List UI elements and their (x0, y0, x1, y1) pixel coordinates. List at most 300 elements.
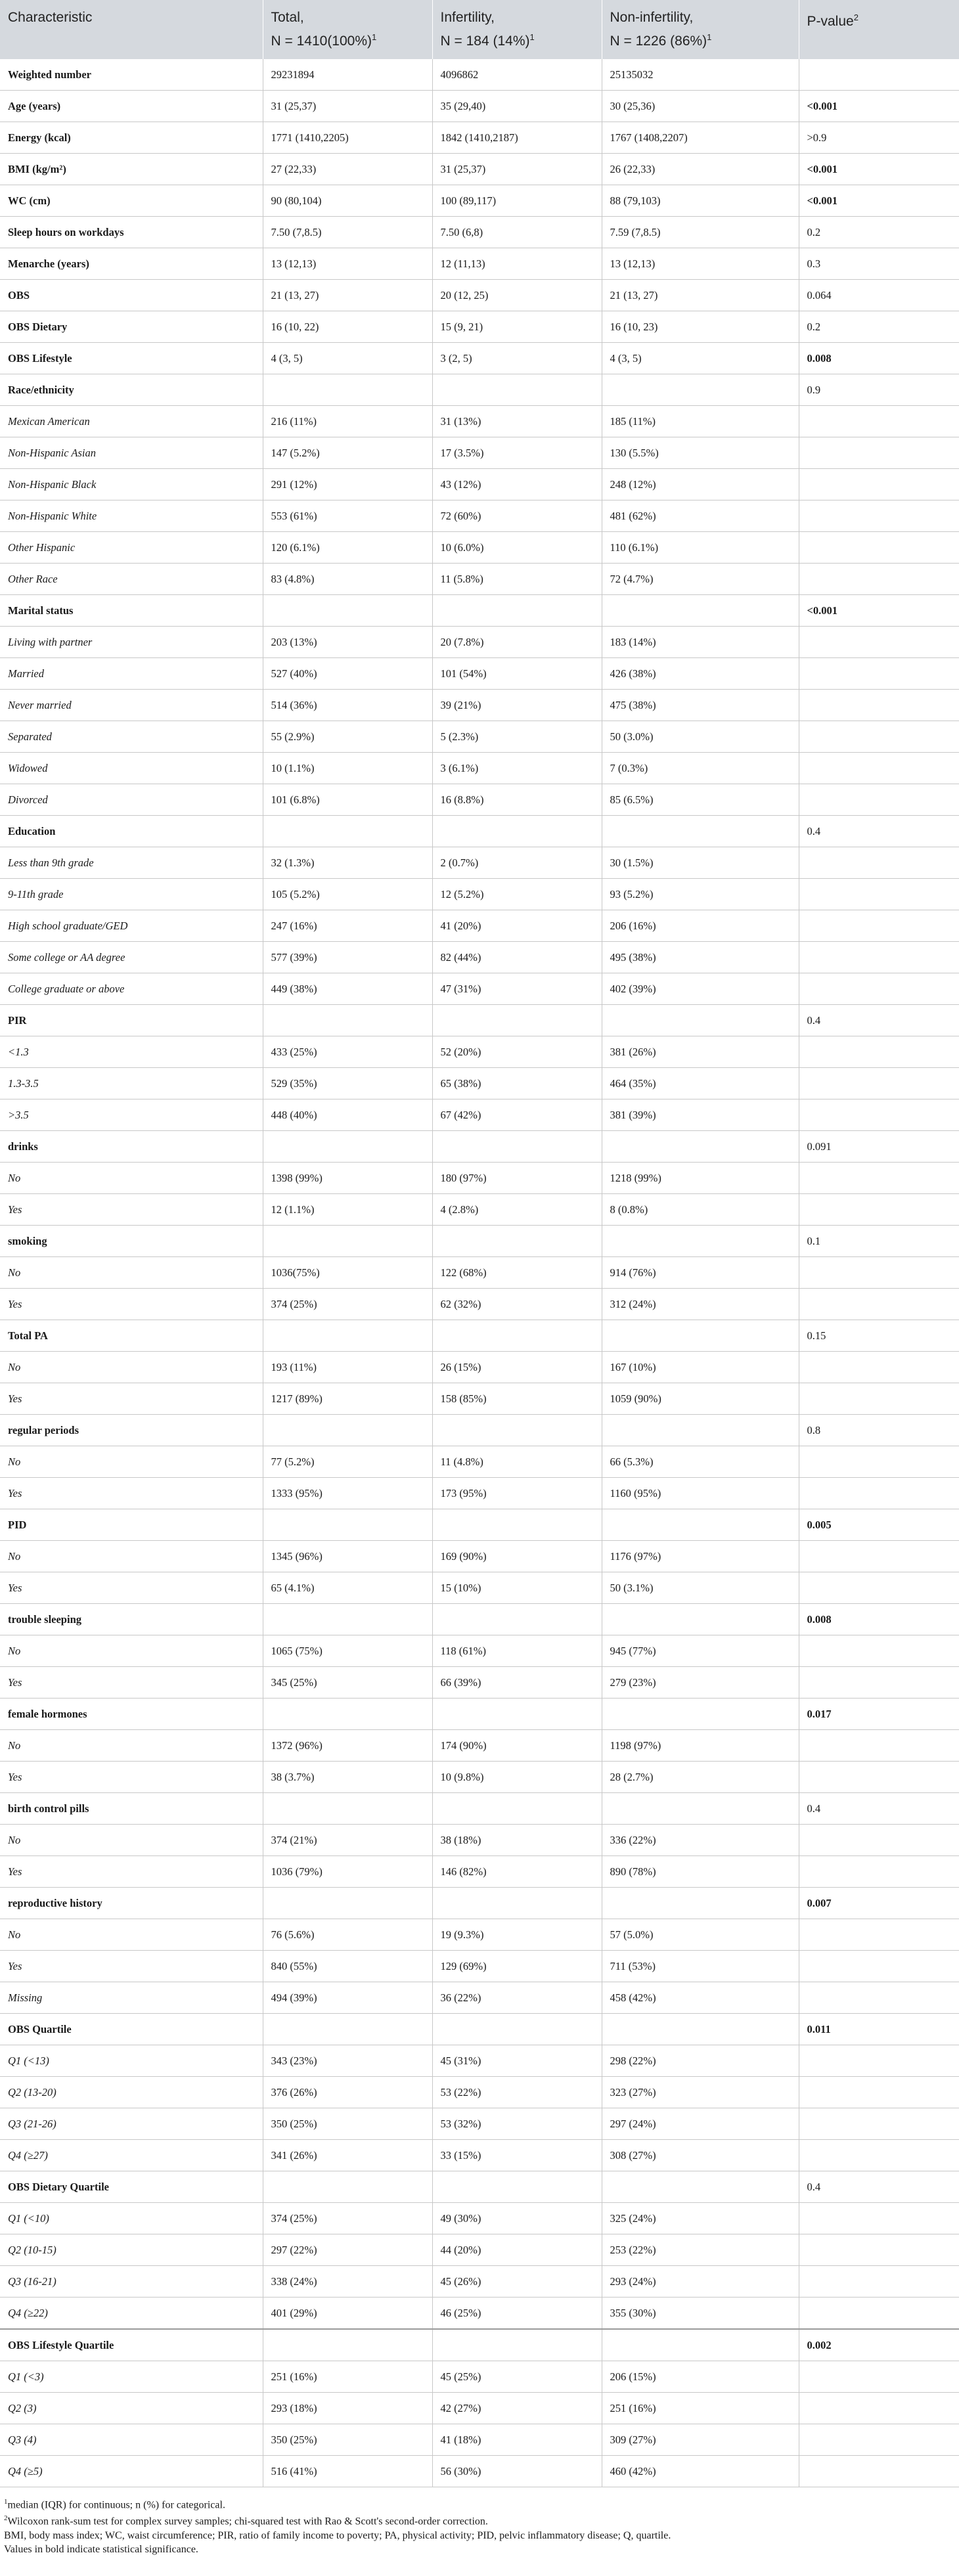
table-row (0, 2077, 959, 2108)
cell-p-value (799, 1099, 959, 1131)
cell-infertility: 82 (44%) (432, 942, 602, 973)
table-row-group (0, 248, 959, 280)
cell-non-infertility: 25135032 (602, 59, 799, 91)
cell-total: 527 (40%) (263, 658, 432, 690)
cell-p-value (799, 1572, 959, 1604)
cell-total: 193 (11%) (263, 1352, 432, 1383)
footnote-1: $^1$median (IQR) for continuous; n (%) for categorical. (4, 2498, 225, 2511)
cell-p-value: <0.001 (799, 595, 959, 627)
cell-infertility: 36 (22%) (432, 1982, 602, 2014)
cell-characteristic: No (0, 1635, 263, 1667)
table-row (0, 2298, 959, 2330)
cell-characteristic: Yes (0, 1572, 263, 1604)
cell-non-infertility: 293 (24%) (602, 2266, 799, 2298)
table-row (0, 753, 959, 784)
table-row (0, 1572, 959, 1604)
cell-non-infertility (602, 1320, 799, 1352)
cell-infertility: 5 (2.3%) (432, 721, 602, 753)
cell-infertility: 3 (6.1%) (432, 753, 602, 784)
cell-non-infertility: 7 (0.3%) (602, 753, 799, 784)
cell-p-value (799, 437, 959, 469)
cell-non-infertility: 50 (3.0%) (602, 721, 799, 753)
cell-total: 105 (5.2%) (263, 879, 432, 910)
cell-p-value (799, 406, 959, 437)
cell-infertility: 1842 (1410,2187) (432, 122, 602, 154)
cell-non-infertility (602, 1888, 799, 1919)
cell-infertility: 49 (30%) (432, 2203, 602, 2234)
cell-infertility: 174 (90%) (432, 1730, 602, 1762)
cell-total: 1065 (75%) (263, 1635, 432, 1667)
cell-p-value (799, 2234, 959, 2266)
cell-p-value (799, 59, 959, 91)
cell-total (263, 1415, 432, 1446)
cell-non-infertility: 711 (53%) (602, 1951, 799, 1982)
cell-characteristic: Weighted number (0, 59, 263, 91)
table-row-group (0, 2329, 959, 2361)
cell-p-value (799, 753, 959, 784)
cell-total: 147 (5.2%) (263, 437, 432, 469)
cell-p-value (799, 2424, 959, 2456)
cell-characteristic: Q4 (≥22) (0, 2298, 263, 2330)
table-row (0, 1194, 959, 1226)
cell-infertility: 41 (18%) (432, 2424, 602, 2456)
cell-characteristic: 9-11th grade (0, 879, 263, 910)
cell-characteristic: Education (0, 816, 263, 847)
header-characteristic: Characteristic (0, 0, 263, 59)
footnote-abbreviations: BMI, body mass index; WC, waist circumference; PIR, ratio of family income to poverty; PA, physical activity; PID, pelvic inflammatory disease; Q, quartile. (4, 2529, 671, 2541)
cell-infertility (432, 1888, 602, 1919)
cell-total: 553 (61%) (263, 500, 432, 532)
cell-non-infertility: 206 (15%) (602, 2361, 799, 2393)
cell-infertility: 16 (8.8%) (432, 784, 602, 816)
cell-non-infertility (602, 2171, 799, 2203)
cell-characteristic: Yes (0, 1762, 263, 1793)
cell-p-value: <0.001 (799, 185, 959, 217)
cell-non-infertility: 325 (24%) (602, 2203, 799, 2234)
cell-total: 374 (21%) (263, 1825, 432, 1856)
cell-characteristic: birth control pills (0, 1793, 263, 1825)
cell-total (263, 1509, 432, 1541)
table-row (0, 1635, 959, 1667)
cell-total (263, 816, 432, 847)
cell-characteristic: Age (years) (0, 91, 263, 122)
table-row (0, 2424, 959, 2456)
table-row (0, 1068, 959, 1099)
cell-non-infertility (602, 1604, 799, 1635)
table-row (0, 2234, 959, 2266)
cell-p-value: 0.2 (799, 311, 959, 343)
cell-characteristic: WC (cm) (0, 185, 263, 217)
cell-p-value (799, 469, 959, 500)
cell-characteristic: Widowed (0, 753, 263, 784)
table-body (0, 59, 959, 2487)
table-row (0, 721, 959, 753)
cell-p-value (799, 847, 959, 879)
cell-total: 529 (35%) (263, 1068, 432, 1099)
cell-total: 203 (13%) (263, 627, 432, 658)
cell-total: 1036 (79%) (263, 1856, 432, 1888)
cell-characteristic: Less than 9th grade (0, 847, 263, 879)
cell-characteristic: Yes (0, 1194, 263, 1226)
cell-infertility: 45 (31%) (432, 2045, 602, 2077)
cell-non-infertility: 183 (14%) (602, 627, 799, 658)
cell-characteristic: Yes (0, 1289, 263, 1320)
cell-p-value (799, 1478, 959, 1509)
cell-non-infertility: 945 (77%) (602, 1635, 799, 1667)
cell-total: 840 (55%) (263, 1951, 432, 1982)
cell-characteristic: 1.3-3.5 (0, 1068, 263, 1099)
cell-p-value: 0.005 (799, 1509, 959, 1541)
table-row (0, 690, 959, 721)
cell-total: 1771 (1410,2205) (263, 122, 432, 154)
cell-infertility: 173 (95%) (432, 1478, 602, 1509)
cell-infertility: 52 (20%) (432, 1036, 602, 1068)
cell-total: 350 (25%) (263, 2424, 432, 2456)
table-row (0, 2140, 959, 2171)
cell-non-infertility: 26 (22,33) (602, 154, 799, 185)
cell-infertility: 180 (97%) (432, 1163, 602, 1194)
table-row-group (0, 1005, 959, 1036)
cell-infertility: 146 (82%) (432, 1856, 602, 1888)
cell-characteristic: female hormones (0, 1699, 263, 1730)
table-row-group (0, 1604, 959, 1635)
cell-non-infertility: 323 (27%) (602, 2077, 799, 2108)
cell-total (263, 595, 432, 627)
cell-non-infertility: 309 (27%) (602, 2424, 799, 2456)
cell-characteristic: Yes (0, 1951, 263, 1982)
cell-p-value (799, 1667, 959, 1699)
cell-infertility: 11 (5.8%) (432, 564, 602, 595)
cell-non-infertility: 57 (5.0%) (602, 1919, 799, 1951)
cell-total: 251 (16%) (263, 2361, 432, 2393)
header-infertility: Infertility, N = 184 $(14\%)^1$ (432, 0, 602, 59)
table-row-group (0, 1888, 959, 1919)
cell-p-value (799, 1036, 959, 1068)
table-row (0, 2045, 959, 2077)
cell-infertility: 66 (39%) (432, 1667, 602, 1699)
cell-infertility: 47 (31%) (432, 973, 602, 1005)
cell-p-value (799, 1730, 959, 1762)
cell-total: 77 (5.2%) (263, 1446, 432, 1478)
table-row (0, 1919, 959, 1951)
cell-total: 31 (25,37) (263, 91, 432, 122)
table-row (0, 942, 959, 973)
cell-total: 345 (25%) (263, 1667, 432, 1699)
table-row-group (0, 1509, 959, 1541)
cell-characteristic: Q3 (21-26) (0, 2108, 263, 2140)
cell-non-infertility: 88 (79,103) (602, 185, 799, 217)
cell-p-value (799, 564, 959, 595)
cell-p-value (799, 910, 959, 942)
cell-infertility (432, 1320, 602, 1352)
cell-total: 120 (6.1%) (263, 532, 432, 564)
table-row (0, 2456, 959, 2487)
cell-p-value (799, 1068, 959, 1099)
cell-total: 27 (22,33) (263, 154, 432, 185)
cell-infertility: 118 (61%) (432, 1635, 602, 1667)
cell-characteristic: smoking (0, 1226, 263, 1257)
table-row-group (0, 2014, 959, 2045)
cell-total: 21 (13, 27) (263, 280, 432, 311)
cell-infertility: 46 (25%) (432, 2298, 602, 2330)
cell-total: 341 (26%) (263, 2140, 432, 2171)
table-row-group (0, 1131, 959, 1163)
cell-infertility: 39 (21%) (432, 690, 602, 721)
cell-p-value (799, 1982, 959, 2014)
cell-infertility: 41 (20%) (432, 910, 602, 942)
table-row-group (0, 122, 959, 154)
header-non-infertility: Non-infertility, N = 1226 $(86\%)^1$ (602, 0, 799, 59)
cell-infertility: 12 (11,13) (432, 248, 602, 280)
cell-characteristic: Missing (0, 1982, 263, 2014)
cell-p-value (799, 2298, 959, 2330)
cell-characteristic: Q3 (16-21) (0, 2266, 263, 2298)
cell-non-infertility: 1160 (95%) (602, 1478, 799, 1509)
cell-infertility: 72 (60%) (432, 500, 602, 532)
cell-characteristic: Married (0, 658, 263, 690)
cell-infertility: 4096862 (432, 59, 602, 91)
cell-non-infertility: 495 (38%) (602, 942, 799, 973)
cell-characteristic: Q4 (≥5) (0, 2456, 263, 2487)
cell-characteristic: Yes (0, 1856, 263, 1888)
table-row-group (0, 2171, 959, 2203)
cell-total: 29231894 (263, 59, 432, 91)
table-row-group (0, 816, 959, 847)
cell-characteristic: Q2 (10-15) (0, 2234, 263, 2266)
cell-p-value: 0.007 (799, 1888, 959, 1919)
cell-non-infertility: 130 (5.5%) (602, 437, 799, 469)
cell-infertility: 122 (68%) (432, 1257, 602, 1289)
table-row-group (0, 185, 959, 217)
cell-characteristic: reproductive history (0, 1888, 263, 1919)
cell-total: 83 (4.8%) (263, 564, 432, 595)
table-row (0, 1667, 959, 1699)
cell-total: 338 (24%) (263, 2266, 432, 2298)
cell-non-infertility: 13 (12,13) (602, 248, 799, 280)
cell-p-value (799, 879, 959, 910)
cell-total: 448 (40%) (263, 1099, 432, 1131)
cell-infertility: 38 (18%) (432, 1825, 602, 1856)
cell-infertility: 169 (90%) (432, 1541, 602, 1572)
cell-total: 343 (23%) (263, 2045, 432, 2077)
cell-infertility (432, 1793, 602, 1825)
cell-total: 101 (6.8%) (263, 784, 432, 816)
cell-infertility: 10 (6.0%) (432, 532, 602, 564)
cell-infertility: 15 (9, 21) (432, 311, 602, 343)
cell-infertility: 100 (89,117) (432, 185, 602, 217)
cell-infertility: 53 (32%) (432, 2108, 602, 2140)
cell-p-value (799, 1762, 959, 1793)
table-row (0, 1383, 959, 1415)
cell-infertility (432, 1005, 602, 1036)
cell-infertility: 129 (69%) (432, 1951, 602, 1982)
cell-p-value: <0.001 (799, 91, 959, 122)
cell-characteristic: Other Hispanic (0, 532, 263, 564)
cell-total: 494 (39%) (263, 1982, 432, 2014)
cell-total (263, 1320, 432, 1352)
cell-non-infertility: 4 (3, 5) (602, 343, 799, 374)
cell-p-value: 0.011 (799, 2014, 959, 2045)
cell-p-value: 0.8 (799, 1415, 959, 1446)
cell-non-infertility (602, 1131, 799, 1163)
cell-non-infertility: 458 (42%) (602, 1982, 799, 2014)
cell-p-value: 0.2 (799, 217, 959, 248)
footnote-bold-note: Values in bold indicate statistical significance. (4, 2543, 198, 2555)
cell-p-value: 0.1 (799, 1226, 959, 1257)
table-row-group (0, 595, 959, 627)
cell-non-infertility: 21 (13, 27) (602, 280, 799, 311)
cell-total: 4 (3, 5) (263, 343, 432, 374)
cell-p-value (799, 1919, 959, 1951)
cell-characteristic: Yes (0, 1383, 263, 1415)
cell-non-infertility: 206 (16%) (602, 910, 799, 942)
cell-p-value (799, 2077, 959, 2108)
table-row (0, 847, 959, 879)
cell-non-infertility: 248 (12%) (602, 469, 799, 500)
table-row (0, 658, 959, 690)
cell-p-value: 0.017 (799, 1699, 959, 1730)
table-row (0, 2393, 959, 2424)
cell-non-infertility (602, 1415, 799, 1446)
cell-non-infertility (602, 1793, 799, 1825)
cell-p-value (799, 1289, 959, 1320)
table-row (0, 469, 959, 500)
cell-characteristic: Never married (0, 690, 263, 721)
cell-total: 401 (29%) (263, 2298, 432, 2330)
cell-characteristic: Q1 (<10) (0, 2203, 263, 2234)
cell-p-value: 0.091 (799, 1131, 959, 1163)
cell-total: 297 (22%) (263, 2234, 432, 2266)
cell-infertility: 19 (9.3%) (432, 1919, 602, 1951)
cell-non-infertility: 298 (22%) (602, 2045, 799, 2077)
cell-p-value (799, 500, 959, 532)
table-row (0, 500, 959, 532)
cell-characteristic: No (0, 1919, 263, 1951)
cell-characteristic: Divorced (0, 784, 263, 816)
cell-total: 7.50 (7,8.5) (263, 217, 432, 248)
cell-total: 216 (11%) (263, 406, 432, 437)
table-row-group (0, 1699, 959, 1730)
cell-p-value: <0.001 (799, 154, 959, 185)
cell-infertility: 45 (26%) (432, 2266, 602, 2298)
cell-p-value: 0.9 (799, 374, 959, 406)
cell-non-infertility: 251 (16%) (602, 2393, 799, 2424)
cell-non-infertility: 1059 (90%) (602, 1383, 799, 1415)
cell-non-infertility: 93 (5.2%) (602, 879, 799, 910)
cell-characteristic: drinks (0, 1131, 263, 1163)
cell-infertility: 17 (3.5%) (432, 437, 602, 469)
cell-p-value: 0.4 (799, 816, 959, 847)
cell-characteristic: Menarche (years) (0, 248, 263, 280)
cell-infertility: 42 (27%) (432, 2393, 602, 2424)
table-row-group (0, 311, 959, 343)
table-row (0, 1982, 959, 2014)
cell-total (263, 1699, 432, 1730)
cell-total: 247 (16%) (263, 910, 432, 942)
table-header (0, 0, 959, 59)
cell-non-infertility: 312 (24%) (602, 1289, 799, 1320)
cell-total: 76 (5.6%) (263, 1919, 432, 1951)
cell-non-infertility: 890 (78%) (602, 1856, 799, 1888)
cell-characteristic: Non-Hispanic White (0, 500, 263, 532)
table-row-group (0, 280, 959, 311)
cell-non-infertility: 28 (2.7%) (602, 1762, 799, 1793)
cell-characteristic: No (0, 1730, 263, 1762)
cell-p-value (799, 1446, 959, 1478)
table-row-group (0, 1226, 959, 1257)
table-row (0, 2266, 959, 2298)
cell-infertility (432, 1131, 602, 1163)
cell-p-value (799, 2266, 959, 2298)
cell-p-value (799, 2203, 959, 2234)
cell-characteristic: No (0, 1825, 263, 1856)
cell-characteristic: Q2 (13-20) (0, 2077, 263, 2108)
cell-total: 16 (10, 22) (263, 311, 432, 343)
cell-total (263, 1604, 432, 1635)
cell-p-value (799, 690, 959, 721)
cell-infertility (432, 2014, 602, 2045)
cell-infertility: 53 (22%) (432, 2077, 602, 2108)
cell-infertility: 101 (54%) (432, 658, 602, 690)
cell-infertility (432, 1699, 602, 1730)
table-row (0, 2203, 959, 2234)
cell-characteristic: No (0, 1257, 263, 1289)
cell-infertility: 31 (25,37) (432, 154, 602, 185)
cell-infertility (432, 2171, 602, 2203)
cell-non-infertility: 402 (39%) (602, 973, 799, 1005)
cell-characteristic: PIR (0, 1005, 263, 1036)
cell-infertility: 15 (10%) (432, 1572, 602, 1604)
cell-p-value (799, 2361, 959, 2393)
cell-characteristic: Q2 (3) (0, 2393, 263, 2424)
cell-p-value (799, 1257, 959, 1289)
cell-characteristic: regular periods (0, 1415, 263, 1446)
cell-characteristic: OBS Dietary Quartile (0, 2171, 263, 2203)
cell-characteristic: High school graduate/GED (0, 910, 263, 942)
cell-total (263, 1226, 432, 1257)
cell-non-infertility: 1176 (97%) (602, 1541, 799, 1572)
cell-non-infertility: 308 (27%) (602, 2140, 799, 2171)
cell-p-value (799, 973, 959, 1005)
cell-non-infertility: 914 (76%) (602, 1257, 799, 1289)
cell-p-value (799, 1194, 959, 1226)
cell-infertility (432, 595, 602, 627)
cell-characteristic: Marital status (0, 595, 263, 627)
cell-infertility (432, 1604, 602, 1635)
table-row (0, 1541, 959, 1572)
cell-p-value (799, 1352, 959, 1383)
cell-total (263, 1888, 432, 1919)
cell-characteristic: Some college or AA degree (0, 942, 263, 973)
cell-characteristic: Yes (0, 1667, 263, 1699)
cell-total: 38 (3.7%) (263, 1762, 432, 1793)
cell-infertility: 31 (13%) (432, 406, 602, 437)
cell-non-infertility: 381 (39%) (602, 1099, 799, 1131)
cell-p-value: 0.4 (799, 2171, 959, 2203)
cell-characteristic: OBS (0, 280, 263, 311)
cell-p-value (799, 2456, 959, 2487)
cell-p-value (799, 627, 959, 658)
cell-infertility: 11 (4.8%) (432, 1446, 602, 1478)
cell-infertility: 7.50 (6,8) (432, 217, 602, 248)
table-row (0, 1289, 959, 1320)
cell-non-infertility: 253 (22%) (602, 2234, 799, 2266)
cell-infertility: 4 (2.8%) (432, 1194, 602, 1226)
cell-infertility: 10 (9.8%) (432, 1762, 602, 1793)
cell-p-value: 0.002 (799, 2329, 959, 2361)
table-row (0, 784, 959, 816)
cell-non-infertility (602, 374, 799, 406)
